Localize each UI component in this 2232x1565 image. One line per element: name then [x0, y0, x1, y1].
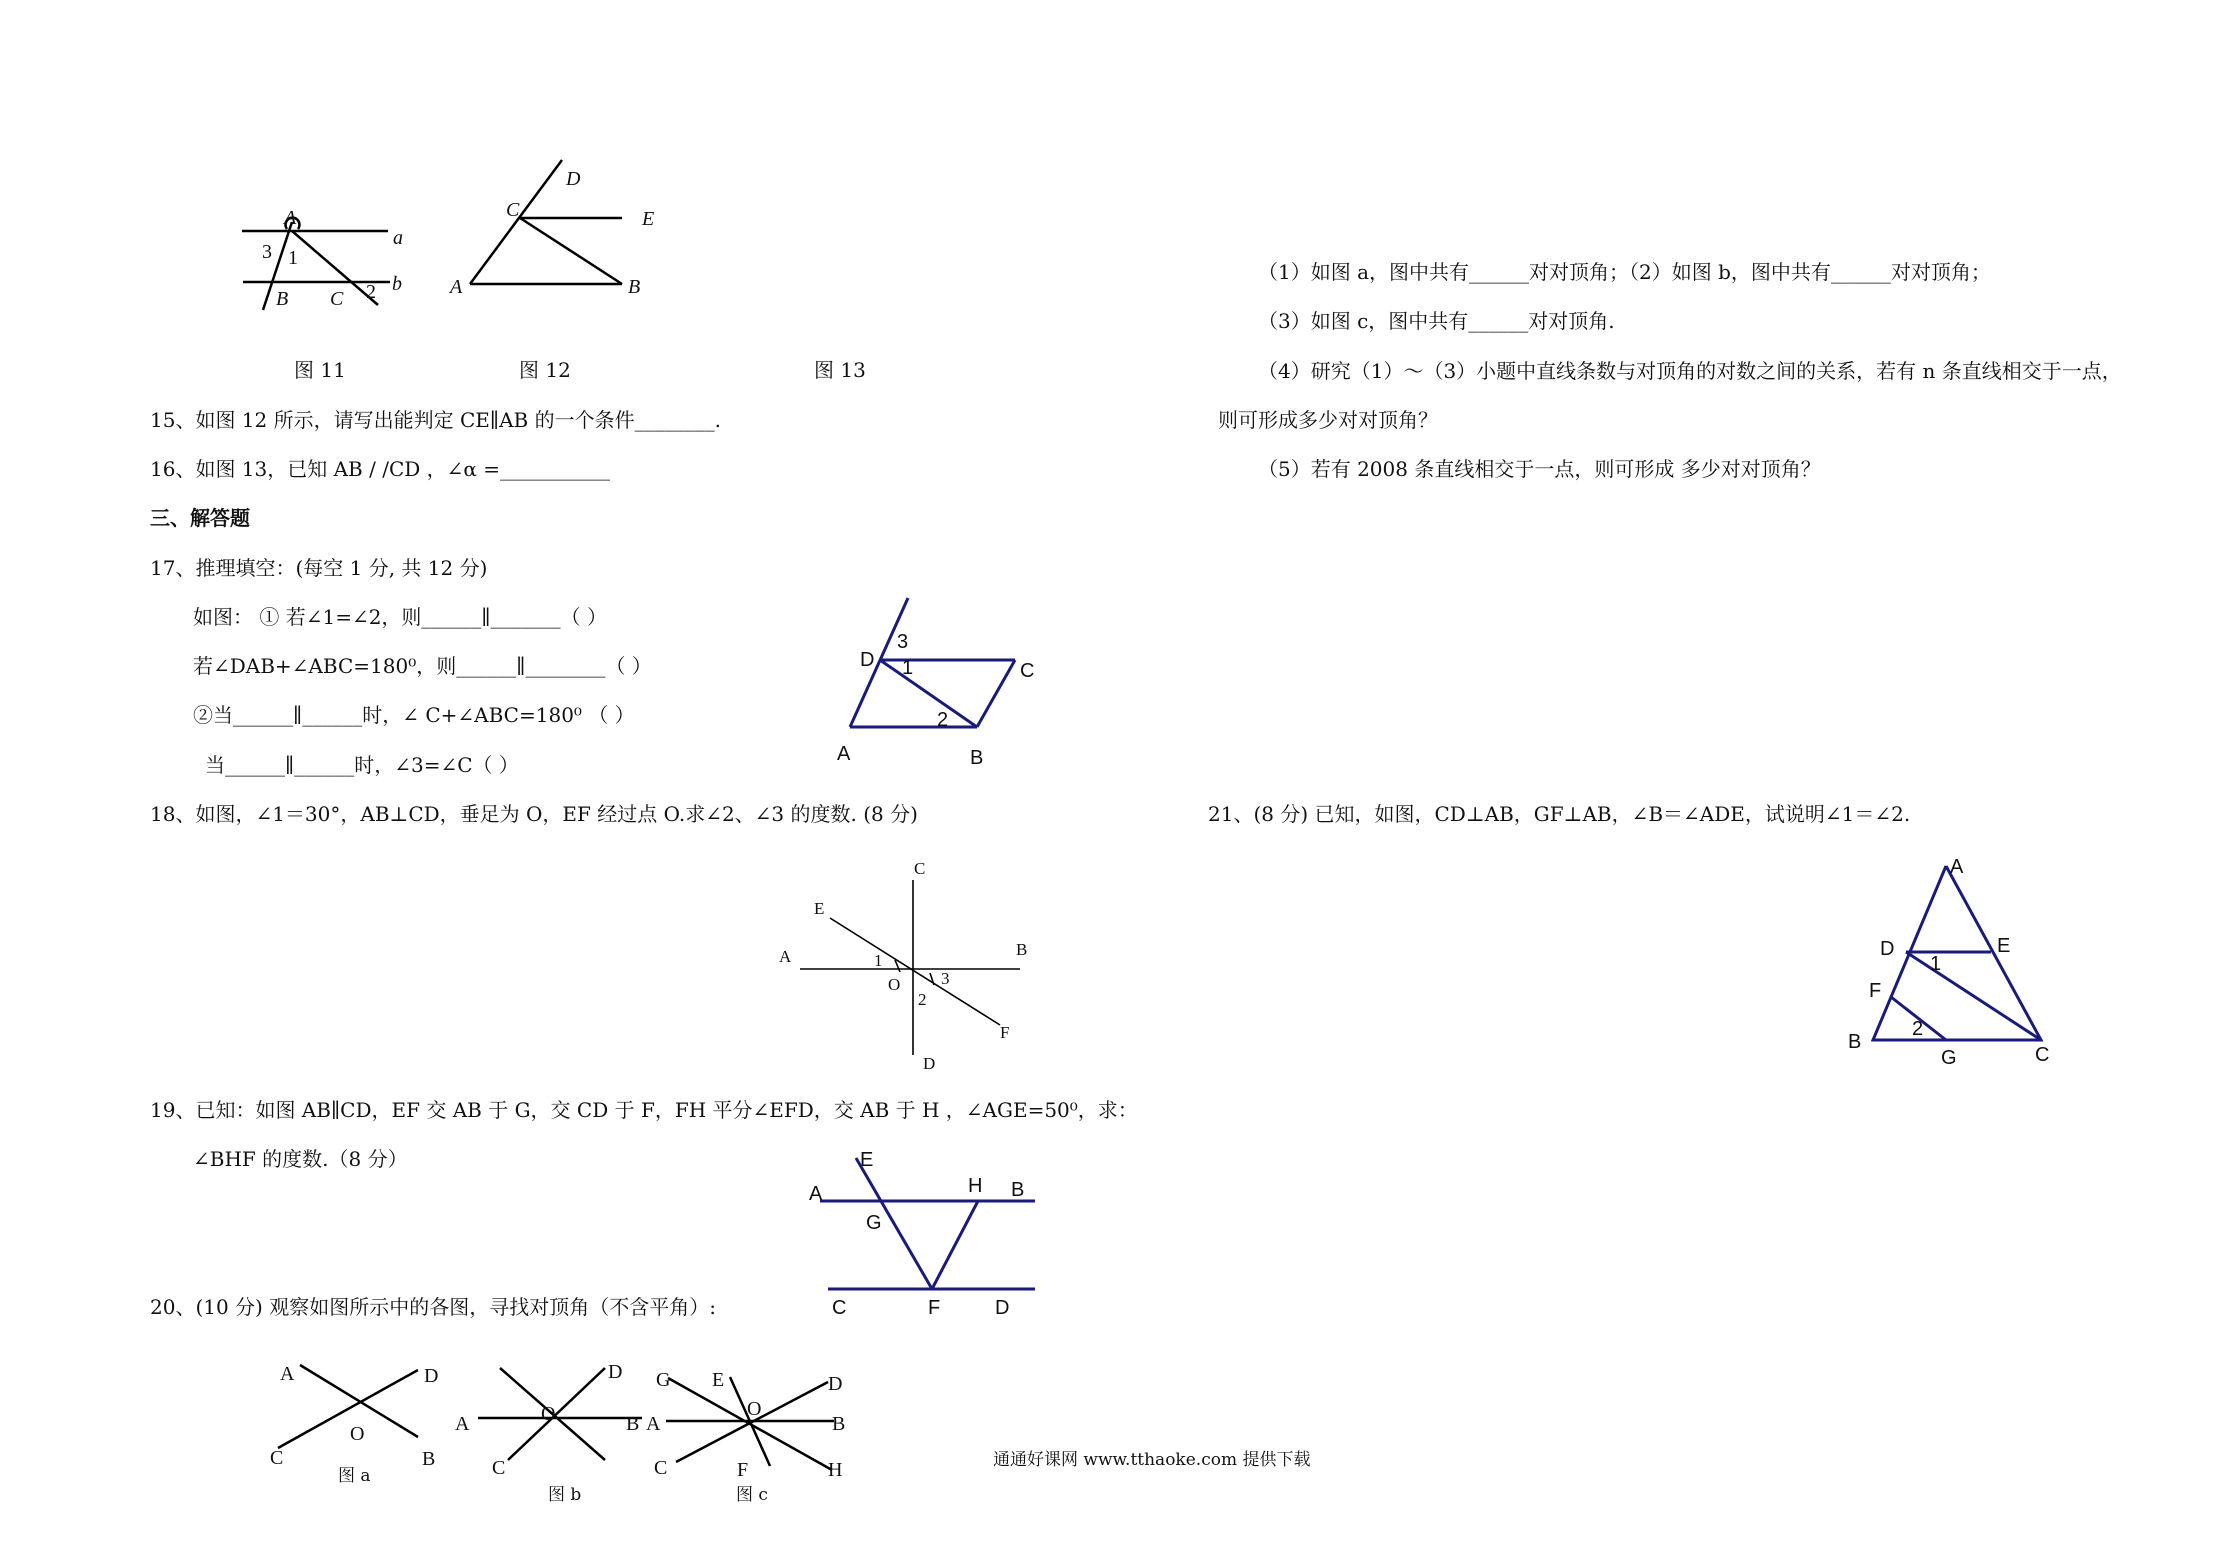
question-20-part-4b: 则可形成多少对对顶角？ [1218, 408, 1438, 432]
q17-label-B: B [970, 747, 984, 769]
q20c-label-F: F [737, 1459, 749, 1481]
question-20-part-3: （3）如图 c，图中共有______对对顶角. [1258, 309, 1615, 333]
fig11-caption: 图 11 [294, 358, 346, 382]
q18-label-O: O [888, 975, 901, 994]
q18-label-3: 3 [941, 969, 950, 988]
q19-label-G: G [866, 1212, 882, 1234]
q18-label-E: E [814, 899, 825, 918]
q21-label-G: G [1941, 1047, 1957, 1069]
fig12-label-D: D [566, 168, 581, 190]
q20b-label-D: D [608, 1361, 623, 1383]
q20a-label-D: D [424, 1365, 439, 1387]
fig11-label-3: 3 [262, 241, 272, 263]
q17-label-C: C [1020, 660, 1035, 682]
question-20: 20、(10 分) 观察如图所示中的各图，寻找对顶角（不含平角）: [150, 1295, 716, 1319]
question-17-line-2: 若∠DAB+∠ABC=180⁰，则______∥________（ ） [193, 654, 652, 678]
q20c-caption: 图 c [736, 1485, 768, 1505]
fig12-label-A: A [450, 276, 463, 298]
q18-label-A: A [779, 947, 792, 966]
q20b-caption: 图 b [548, 1485, 582, 1505]
q19-label-B: B [1011, 1179, 1025, 1201]
q21-label-C: C [2035, 1044, 2050, 1066]
q20a-label-C: C [270, 1447, 284, 1469]
q17-label-2: 2 [937, 709, 949, 731]
q18-label-F: F [1000, 1023, 1010, 1042]
fig11-label-A: A [284, 207, 297, 229]
question-19-line-1: 19、已知：如图 AB∥CD，EF 交 AB 于 G，交 CD 于 F，FH 平分∠EFD，交 AB 于 H ，∠AGE=50⁰，求： [150, 1098, 1138, 1122]
question-17-title: 17、推理填空：(每空 1 分, 共 12 分) [150, 556, 488, 580]
fig11-label-1: 1 [288, 247, 298, 269]
q20c-label-E: E [712, 1369, 725, 1391]
q20a-label-A: A [280, 1363, 295, 1385]
q19-label-H: H [968, 1175, 983, 1197]
q21-label-1: 1 [1930, 953, 1942, 975]
fig11-label-C: C [330, 288, 344, 310]
fig13-caption: 图 13 [814, 358, 866, 382]
q18-label-1: 1 [874, 951, 883, 970]
q17-label-A: A [837, 743, 851, 765]
question-20-part-1-2: （1）如图 a，图中共有______对对顶角；（2）如图 b，图中共有______对对顶角； [1258, 260, 1991, 284]
fig11-label-B: B [276, 288, 289, 310]
question-20-part-5: （5）若有 2008 条直线相交于一点，则可形成 多少对对顶角？ [1258, 457, 1821, 481]
q21-label-A: A [1950, 856, 1964, 878]
fig11-label-2: 2 [366, 281, 376, 303]
q18-label-D: D [923, 1054, 936, 1073]
fig11-label-b: b [392, 273, 402, 295]
q20c-label-G: G [656, 1369, 671, 1391]
q17-label-1: 1 [902, 657, 914, 679]
question-19-line-2: ∠BHF 的度数.（8 分） [193, 1147, 408, 1171]
question-17-line-4: 当______∥______时，∠3=∠C（ ） [205, 753, 519, 777]
q20c-label-C: C [654, 1457, 668, 1479]
q19-label-C: C [832, 1297, 847, 1319]
q20a-label-O: O [350, 1423, 365, 1445]
fig12-label-B: B [628, 276, 641, 298]
q17-label-D: D [860, 649, 875, 671]
q21-label-F: F [1869, 980, 1882, 1002]
q19-label-F: F [928, 1297, 941, 1319]
q20a-label-B: B [422, 1448, 436, 1470]
question-21: 21、(8 分) 已知，如图，CD⊥AB，GF⊥AB，∠B＝∠ADE，试说明∠1＝∠2. [1208, 802, 1911, 826]
q20c-label-A: A [646, 1413, 661, 1435]
q21-label-E: E [1997, 935, 2011, 957]
question-18: 18、如图，∠1＝30°，AB⊥CD，垂足为 O，EF 经过点 O.求∠2、∠3 的度数. (8 分) [150, 802, 918, 826]
footer-credit: 通通好课网 www.tthaoke.com 提供下载 [993, 1450, 1311, 1470]
q20b-label-A: A [455, 1413, 470, 1435]
q20c-label-O: O [747, 1398, 762, 1420]
question-17-line-1: 如图： ① 若∠1=∠2，则______∥_______（ ） [193, 605, 608, 629]
q20c-label-D: D [828, 1373, 843, 1395]
q21-label-D: D [1880, 938, 1895, 960]
q20c-label-B: B [832, 1413, 846, 1435]
q20a-caption: 图 a [338, 1466, 371, 1486]
q19-label-A: A [809, 1183, 823, 1205]
q20b-label-O: O [541, 1403, 556, 1425]
q17-label-3: 3 [897, 631, 909, 653]
fig12-label-C: C [506, 199, 520, 221]
q18-label-2: 2 [918, 990, 927, 1009]
question-16: 16、如图 13，已知 AB / /CD ，∠α =___________ [150, 457, 611, 481]
q21-label-B: B [1848, 1031, 1862, 1053]
fig12-label-E: E [642, 208, 655, 230]
section-3-heading: 三、解答题 [150, 506, 250, 530]
question-15: 15、如图 12 所示，请写出能判定 CE∥AB 的一个条件________. [150, 408, 721, 432]
question-20-part-4a: （4）研究（1）～（3）小题中直线条数与对顶角的对数之间的关系，若有 n 条直线相交于一点， [1258, 359, 2122, 383]
q21-label-2: 2 [1912, 1018, 1924, 1040]
q18-label-B: B [1016, 940, 1028, 959]
q20b-label-C: C [492, 1457, 506, 1479]
fig12-caption: 图 12 [519, 358, 571, 382]
q19-label-D: D [995, 1297, 1010, 1319]
q19-label-E: E [860, 1149, 874, 1171]
q20b-label-B: B [626, 1413, 640, 1435]
q18-label-C: C [914, 859, 926, 878]
fig11-label-a: a [393, 227, 403, 249]
question-17-line-3: ②当______∥______时，∠ C+∠ABC=180⁰ （ ） [193, 703, 635, 727]
q20c-label-H: H [828, 1459, 843, 1481]
